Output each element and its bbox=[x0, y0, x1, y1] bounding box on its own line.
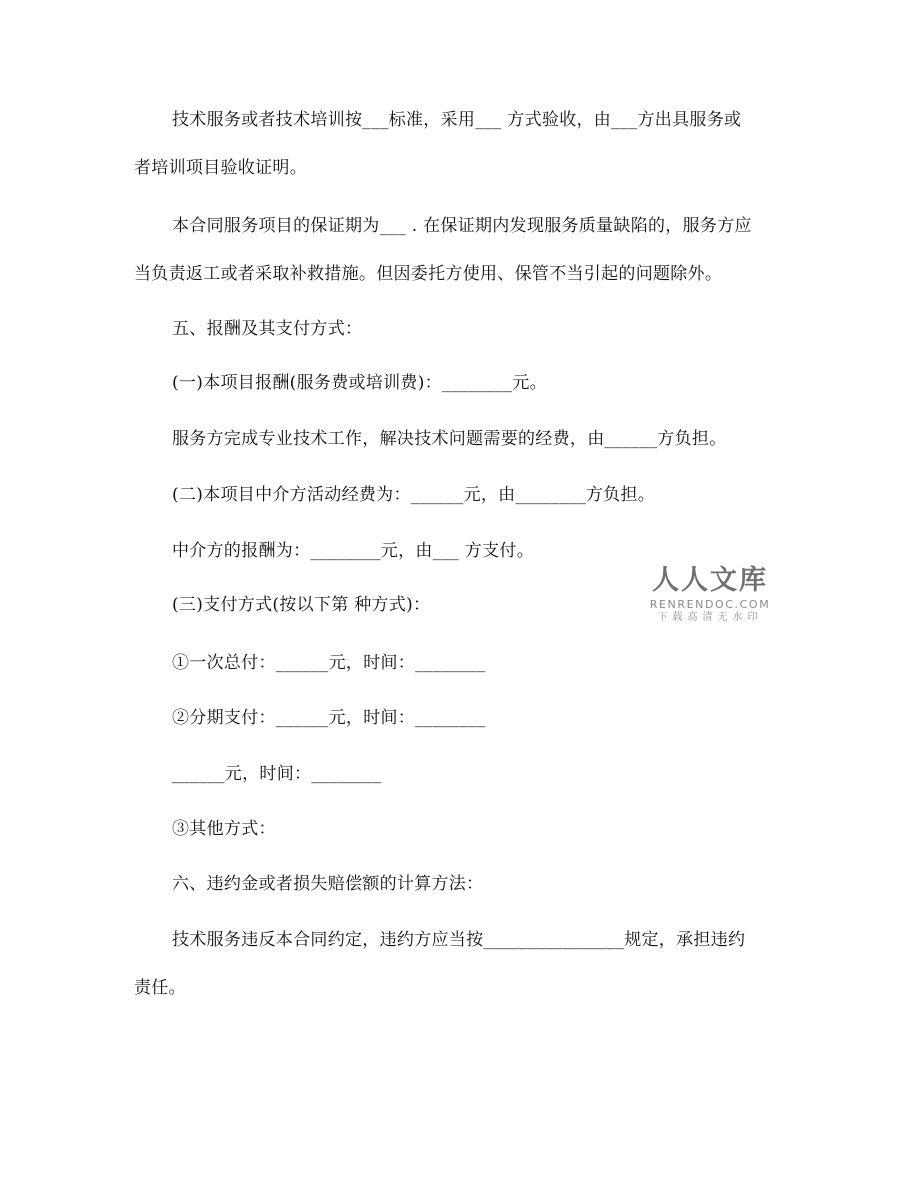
paragraph-line: (三)支付方式(按以下第 种方式)： bbox=[172, 595, 431, 615]
paragraph-line: 技术服务违反本合同约定，违约方应当按________________规定，承担违约 bbox=[172, 930, 746, 950]
paragraph-line: ①一次总付：______元，时间：________ bbox=[172, 653, 486, 673]
paragraph-line: ③其他方式： bbox=[172, 819, 276, 839]
paragraph-line: 中介方的报酬为：________元，由___ 方支付。 bbox=[172, 541, 535, 561]
paragraph-line: 当负责返工或者采取补救措施。但因委托方使用、保管不当引起的问题除外。 bbox=[134, 264, 723, 284]
paragraph-line: (二)本项目中介方活动经费为：______元，由________方负担。 bbox=[172, 485, 656, 505]
paragraph-line: 本合同服务项目的保证期为___ . 在保证期内发现服务质量缺陷的，服务方应 bbox=[172, 216, 752, 236]
paragraph-line: ______元，时间：________ bbox=[172, 764, 382, 784]
watermark-title: 人人文库 bbox=[652, 565, 768, 596]
section-heading: 五、报酬及其支付方式： bbox=[172, 319, 363, 339]
watermark-domain: RENRENDOC.COM bbox=[649, 598, 771, 611]
paragraph-line: 者培训项目验收证明。 bbox=[134, 158, 307, 178]
paragraph-line: 责任。 bbox=[134, 978, 186, 998]
paragraph-line: 服务方完成专业技术工作，解决技术问题需要的经费，由______方负担。 bbox=[172, 429, 727, 449]
section-heading: 六、违约金或者损失赔偿额的计算方法： bbox=[172, 874, 484, 894]
watermark-logo bbox=[640, 566, 780, 624]
paragraph-line: ②分期支付：______元，时间：________ bbox=[172, 708, 486, 728]
paragraph-line: 技术服务或者技术培训按___标准，采用___ 方式验收，由___方出具服务或 bbox=[172, 110, 742, 130]
paragraph-line: (一)本项目报酬(服务费或培训费)：________元。 bbox=[172, 373, 547, 393]
watermark-subtitle: 下载高清无水印 bbox=[657, 612, 763, 623]
